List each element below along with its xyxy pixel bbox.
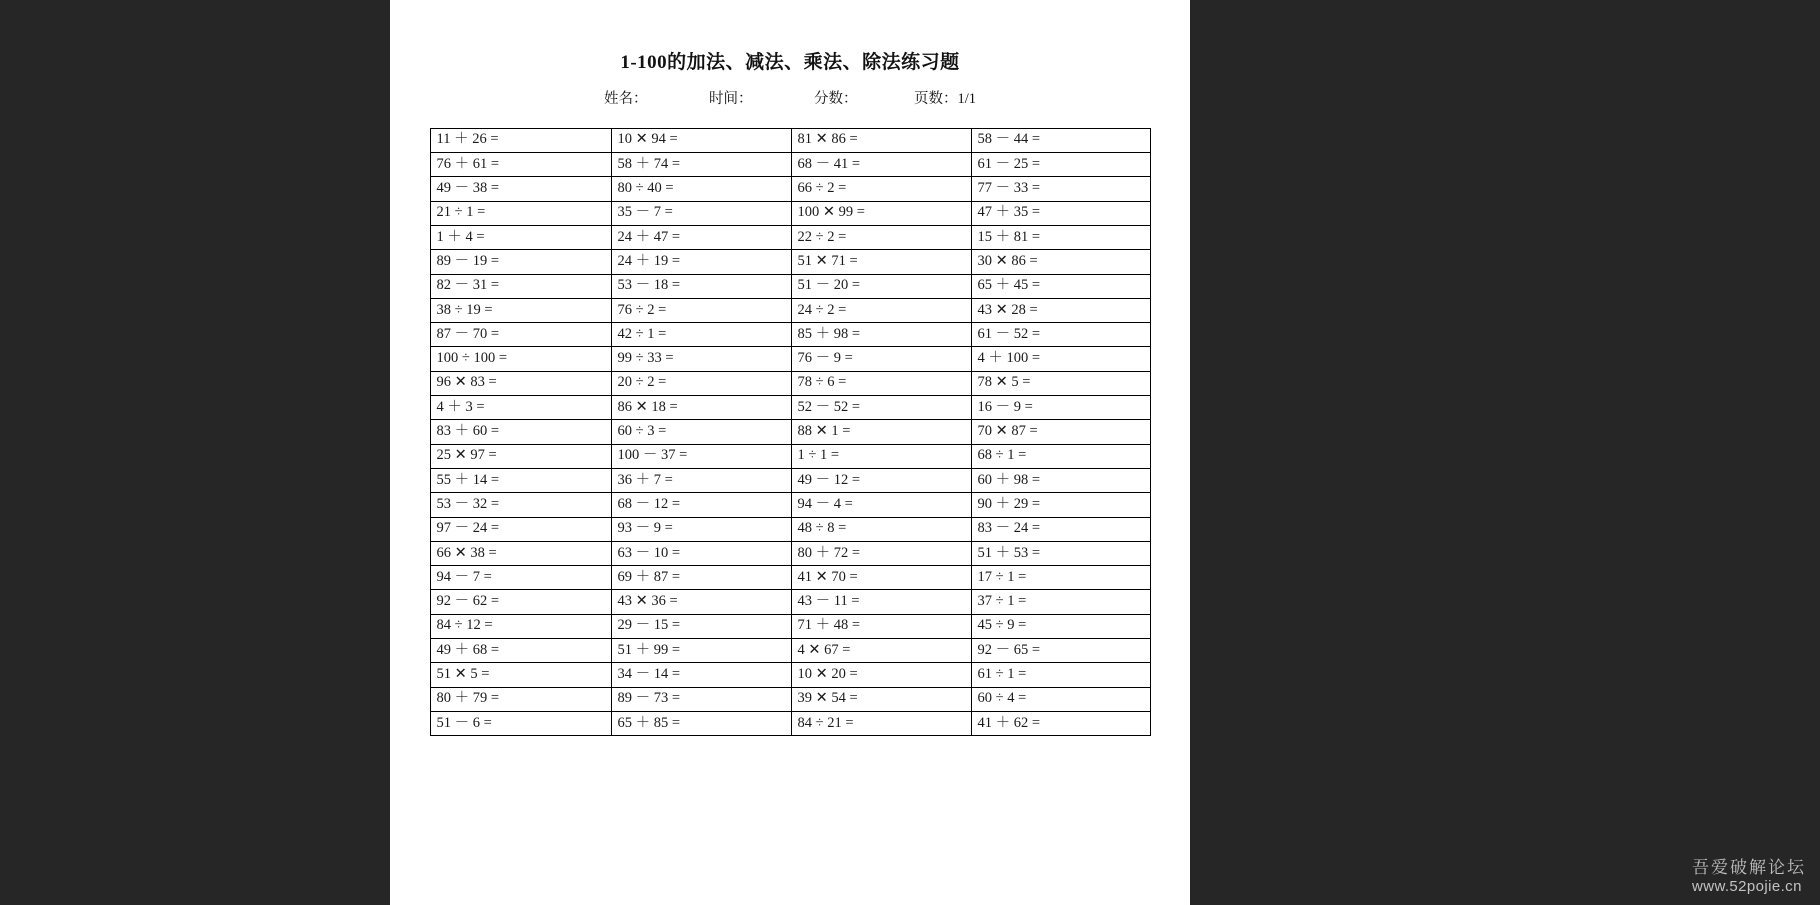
problem-cell: 20 ÷ 2 = xyxy=(611,371,791,395)
document-page xyxy=(390,0,1190,905)
table-row xyxy=(430,153,1150,177)
problem-cell: 45 ÷ 9 = xyxy=(971,614,1150,638)
problem-cell: 68 － 12 = xyxy=(611,493,791,517)
problem-cell: 53 － 32 = xyxy=(430,493,611,517)
forum-watermark xyxy=(1692,857,1806,897)
problem-cell: 65 ＋ 45 = xyxy=(971,274,1150,298)
table-row xyxy=(430,225,1150,249)
problem-cell: 41 ✕ 70 = xyxy=(791,566,971,590)
problem-cell: 61 － 52 = xyxy=(971,323,1150,347)
problem-cell: 42 ÷ 1 = xyxy=(611,323,791,347)
problem-cell: 99 ÷ 33 = xyxy=(611,347,791,371)
problem-cell: 17 ÷ 1 = xyxy=(971,566,1150,590)
problem-cell: 87 － 70 = xyxy=(430,323,611,347)
problem-cell: 53 － 18 = xyxy=(611,274,791,298)
problem-cell: 34 － 14 = xyxy=(611,663,791,687)
problem-cell: 51 ✕ 5 = xyxy=(430,663,611,687)
problem-cell: 51 ✕ 71 = xyxy=(791,250,971,274)
problem-cell: 68 ÷ 1 = xyxy=(971,444,1150,468)
table-row xyxy=(430,347,1150,371)
table-row xyxy=(430,517,1150,541)
problem-cell: 80 ＋ 79 = xyxy=(430,687,611,711)
problem-cell: 96 ✕ 83 = xyxy=(430,371,611,395)
problem-cell: 29 － 15 = xyxy=(611,614,791,638)
table-row xyxy=(430,201,1150,225)
problem-cell: 55 ＋ 14 = xyxy=(430,468,611,492)
problem-cell: 85 ＋ 98 = xyxy=(791,323,971,347)
problem-cell: 60 ÷ 3 = xyxy=(611,420,791,444)
problem-cell: 58 － 44 = xyxy=(971,128,1150,152)
problem-cell: 51 － 6 = xyxy=(430,711,611,735)
score-label: 分数： xyxy=(814,90,858,107)
problem-cell: 88 ✕ 1 = xyxy=(791,420,971,444)
problem-cell: 94 － 4 = xyxy=(791,493,971,517)
table-row xyxy=(430,177,1150,201)
problem-cell: 10 ✕ 94 = xyxy=(611,128,791,152)
problem-cell: 97 － 24 = xyxy=(430,517,611,541)
problem-cell: 94 － 7 = xyxy=(430,566,611,590)
table-row xyxy=(430,128,1150,152)
problem-cell: 66 ✕ 38 = xyxy=(430,541,611,565)
page-content xyxy=(390,0,1190,736)
problem-cell: 11 ＋ 26 = xyxy=(430,128,611,152)
problem-cell: 24 ÷ 2 = xyxy=(791,298,971,322)
table-row xyxy=(430,541,1150,565)
problem-cell: 49 － 38 = xyxy=(430,177,611,201)
problems-table xyxy=(430,128,1151,736)
problem-cell: 92 － 65 = xyxy=(971,639,1150,663)
page-number-label: 页数：1/1 xyxy=(914,90,977,107)
problem-cell: 82 － 31 = xyxy=(430,274,611,298)
problem-cell: 100 ✕ 99 = xyxy=(791,201,971,225)
problem-cell: 78 ÷ 6 = xyxy=(791,371,971,395)
problem-cell: 35 － 7 = xyxy=(611,201,791,225)
problem-cell: 77 － 33 = xyxy=(971,177,1150,201)
table-row xyxy=(430,444,1150,468)
problem-cell: 4 ✕ 67 = xyxy=(791,639,971,663)
problem-cell: 41 ＋ 62 = xyxy=(971,711,1150,735)
problem-cell: 24 ＋ 19 = xyxy=(611,250,791,274)
problem-cell: 24 ＋ 47 = xyxy=(611,225,791,249)
problem-cell: 93 － 9 = xyxy=(611,517,791,541)
watermark-site-name: 吾爱破解论坛 xyxy=(1692,858,1806,877)
table-row xyxy=(430,420,1150,444)
problem-cell: 90 ＋ 29 = xyxy=(971,493,1150,517)
problem-cell: 37 ÷ 1 = xyxy=(971,590,1150,614)
problem-cell: 60 ＋ 98 = xyxy=(971,468,1150,492)
problem-cell: 43 － 11 = xyxy=(791,590,971,614)
problem-cell: 39 ✕ 54 = xyxy=(791,687,971,711)
problem-cell: 83 ＋ 60 = xyxy=(430,420,611,444)
table-row xyxy=(430,590,1150,614)
problem-cell: 63 － 10 = xyxy=(611,541,791,565)
problem-cell: 49 ＋ 68 = xyxy=(430,639,611,663)
problem-cell: 10 ✕ 20 = xyxy=(791,663,971,687)
problem-cell: 76 ＋ 61 = xyxy=(430,153,611,177)
table-row xyxy=(430,468,1150,492)
problem-cell: 48 ÷ 8 = xyxy=(791,517,971,541)
problem-cell: 84 ÷ 12 = xyxy=(430,614,611,638)
time-label: 时间： xyxy=(709,90,753,107)
problem-cell: 89 － 73 = xyxy=(611,687,791,711)
problem-cell: 1 ÷ 1 = xyxy=(791,444,971,468)
problem-cell: 80 ÷ 40 = xyxy=(611,177,791,201)
problem-cell: 38 ÷ 19 = xyxy=(430,298,611,322)
table-row xyxy=(430,639,1150,663)
problem-cell: 4 ＋ 100 = xyxy=(971,347,1150,371)
student-name-label: 姓名： xyxy=(604,90,648,107)
problem-cell: 43 ✕ 36 = xyxy=(611,590,791,614)
table-row xyxy=(430,396,1150,420)
problem-cell: 51 － 20 = xyxy=(791,274,971,298)
table-row xyxy=(430,663,1150,687)
table-row xyxy=(430,687,1150,711)
table-row xyxy=(430,250,1150,274)
table-row xyxy=(430,566,1150,590)
problem-cell: 15 ＋ 81 = xyxy=(971,225,1150,249)
problem-cell: 71 ＋ 48 = xyxy=(791,614,971,638)
problem-cell: 52 － 52 = xyxy=(791,396,971,420)
problem-cell: 84 ÷ 21 = xyxy=(791,711,971,735)
problem-cell: 16 － 9 = xyxy=(971,396,1150,420)
problem-cell: 100 ÷ 100 = xyxy=(430,347,611,371)
page-title: 1-100的加法、减法、乘法、除法练习题 xyxy=(620,52,960,73)
table-row xyxy=(430,323,1150,347)
problem-cell: 81 ✕ 86 = xyxy=(791,128,971,152)
problem-cell: 22 ÷ 2 = xyxy=(791,225,971,249)
problem-cell: 61 － 25 = xyxy=(971,153,1150,177)
table-row xyxy=(430,711,1150,735)
problem-cell: 65 ＋ 85 = xyxy=(611,711,791,735)
problems-table-body xyxy=(430,128,1150,735)
problem-cell: 4 ＋ 3 = xyxy=(430,396,611,420)
problem-cell: 25 ✕ 97 = xyxy=(430,444,611,468)
problem-cell: 58 ＋ 74 = xyxy=(611,153,791,177)
problem-cell: 43 ✕ 28 = xyxy=(971,298,1150,322)
problem-cell: 66 ÷ 2 = xyxy=(791,177,971,201)
problem-cell: 51 ＋ 53 = xyxy=(971,541,1150,565)
problem-cell: 51 ＋ 99 = xyxy=(611,639,791,663)
problem-cell: 86 ✕ 18 = xyxy=(611,396,791,420)
problem-cell: 68 － 41 = xyxy=(791,153,971,177)
problem-cell: 60 ÷ 4 = xyxy=(971,687,1150,711)
problem-cell: 100 － 37 = xyxy=(611,444,791,468)
table-row xyxy=(430,371,1150,395)
problem-cell: 76 ÷ 2 = xyxy=(611,298,791,322)
table-row xyxy=(430,274,1150,298)
watermark-url: www.52pojie.cn xyxy=(1692,878,1802,896)
table-row xyxy=(430,493,1150,517)
problem-cell: 78 ✕ 5 = xyxy=(971,371,1150,395)
table-row xyxy=(430,614,1150,638)
problem-cell: 69 ＋ 87 = xyxy=(611,566,791,590)
problem-cell: 83 － 24 = xyxy=(971,517,1150,541)
table-row xyxy=(430,298,1150,322)
problem-cell: 1 ＋ 4 = xyxy=(430,225,611,249)
problem-cell: 89 － 19 = xyxy=(430,250,611,274)
problem-cell: 70 ✕ 87 = xyxy=(971,420,1150,444)
problem-cell: 80 ＋ 72 = xyxy=(791,541,971,565)
problem-cell: 61 ÷ 1 = xyxy=(971,663,1150,687)
problem-cell: 47 ＋ 35 = xyxy=(971,201,1150,225)
problem-cell: 21 ÷ 1 = xyxy=(430,201,611,225)
worksheet-meta-row xyxy=(390,87,1190,108)
problem-cell: 76 － 9 = xyxy=(791,347,971,371)
problem-cell: 49 － 12 = xyxy=(791,468,971,492)
problem-cell: 36 ＋ 7 = xyxy=(611,468,791,492)
problem-cell: 30 ✕ 86 = xyxy=(971,250,1150,274)
problem-cell: 92 － 62 = xyxy=(430,590,611,614)
